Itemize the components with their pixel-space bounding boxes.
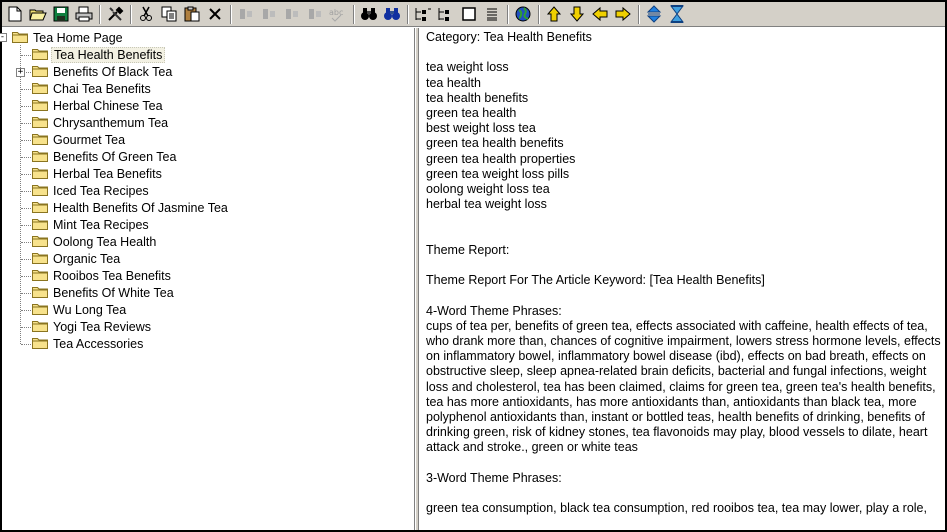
tree-connector (21, 293, 31, 294)
phrase-line: on inflammatory bowel, inflammatory bowel disease (ibd), effects on bad breath, effects on (426, 349, 926, 364)
category-heading: Category: Tea Health Benefits (426, 30, 592, 44)
tree-item-label: Wu Long Tea (53, 302, 127, 317)
tree-item-label: Iced Tea Recipes (53, 183, 149, 198)
phrase-line: attack and stroke., green or white teas (426, 440, 638, 455)
align-right-icon (284, 6, 300, 22)
checkbox-button[interactable] (458, 4, 480, 25)
tree-item[interactable] (32, 165, 164, 182)
keyword-line: green tea health benefits (426, 136, 564, 151)
tree-item-label: Rooibos Tea Benefits (53, 268, 171, 283)
expand-icon[interactable]: + (17, 67, 24, 77)
tree-item[interactable] (32, 284, 176, 301)
toolbar-separator (638, 5, 640, 24)
align-center-button[interactable] (258, 4, 280, 25)
keyword-line: tea health (426, 75, 481, 90)
app-window (2, 2, 945, 530)
new-icon (8, 6, 22, 22)
folder-icon (32, 132, 48, 148)
tree-item[interactable] (32, 131, 127, 148)
tree-connector (21, 123, 31, 124)
tree-item-label: Herbal Tea Benefits (53, 166, 162, 181)
fill-icon (307, 6, 323, 22)
tree-item[interactable] (32, 216, 151, 233)
folder-icon (32, 81, 48, 97)
arrow-left-icon (592, 6, 608, 22)
folder-icon (32, 336, 48, 352)
new-button[interactable] (4, 4, 26, 25)
copy-icon (161, 6, 177, 22)
list-icon (484, 6, 500, 22)
tree-item[interactable] (32, 182, 151, 199)
print-button[interactable] (73, 4, 95, 25)
toolbar-separator (538, 5, 540, 24)
keyword-line: oolong weight loss tea (426, 182, 550, 197)
folder-icon (32, 302, 48, 318)
delete-icon (208, 7, 222, 21)
sort-button[interactable] (643, 4, 665, 25)
find-button[interactable] (358, 4, 380, 25)
fill-button[interactable] (304, 4, 326, 25)
tree-item-label: Chrysanthemum Tea (53, 115, 169, 130)
copy-button[interactable] (158, 4, 180, 25)
phrase-line: who drank more than, chances of cognitive impairment, lowers stress hormone levels, effects (426, 333, 941, 348)
theme-report-heading: Theme Report: (426, 242, 510, 257)
theme-report-keyword: Theme Report For The Article Keyword: [Tea Health Benefits] (426, 273, 765, 288)
tree-expand-button[interactable] (412, 4, 434, 25)
folder-icon (32, 115, 48, 131)
find-replace-icon (383, 6, 401, 22)
svg-text:abc: abc (329, 8, 344, 17)
tree-connector (21, 191, 31, 192)
paste-icon (184, 6, 200, 22)
arrow-left-button[interactable] (589, 4, 611, 25)
tree-connector (21, 208, 31, 209)
tree-item-label: Benefits Of Black Tea (53, 64, 173, 79)
tree-connector (21, 344, 31, 345)
tree-item[interactable] (32, 199, 230, 216)
phrase-line: tea has more antioxidants, has more antioxidants than, antioxidants than black tea, more (426, 394, 917, 409)
tree-root[interactable] (12, 29, 125, 46)
tree-item[interactable] (32, 335, 145, 352)
tree-item[interactable] (32, 46, 165, 63)
spellcheck-icon (328, 6, 348, 22)
arrow-down-button[interactable] (566, 4, 588, 25)
folder-icon (12, 30, 28, 46)
arrow-down-icon (569, 6, 585, 22)
tree-item-label: Organic Tea (53, 251, 121, 266)
editor-content[interactable] (426, 30, 942, 516)
tree-connector (21, 55, 31, 56)
tree-connector (21, 310, 31, 311)
folder-icon (32, 200, 48, 216)
tree-collapse-icon (437, 6, 455, 22)
tree-connector (21, 157, 31, 158)
tree-item[interactable] (32, 114, 170, 131)
keyword-line: green tea health properties (426, 151, 576, 166)
phrase-line: drinking green, risk of kidney stones, tea flavonoids may play, blood vessels to dilate, heart (426, 425, 928, 440)
folder-icon (32, 285, 48, 301)
phrase-line: polyphenol antioxidants than, instant or bottled teas, health benefits of drinking, benefits of (426, 410, 925, 424)
tree-item[interactable] (32, 148, 178, 165)
folder-icon (32, 64, 48, 80)
tree-connector (21, 276, 31, 277)
tree-item-label: Benefits Of White Tea (53, 285, 174, 300)
tree-connector (21, 259, 31, 260)
globe-button[interactable] (512, 4, 534, 25)
cut-button[interactable] (135, 4, 157, 25)
checkbox-icon (461, 6, 477, 22)
tree-collapse-button[interactable] (435, 4, 457, 25)
cut-icon (139, 6, 153, 22)
tree-item[interactable] (32, 250, 122, 267)
keyword-line: green tea health (426, 106, 517, 120)
phrase-line: cups of tea per, benefits of green tea, effects associated with caffeine, health effects of tea, (426, 318, 928, 333)
tree-expand-icon (414, 6, 432, 22)
tree-item-label: Oolong Tea Health (53, 234, 157, 249)
spellcheck-button[interactable] (327, 4, 349, 25)
print-icon (75, 6, 93, 22)
folder-icon (32, 166, 48, 182)
open-button[interactable] (27, 4, 49, 25)
tree-connector (21, 140, 31, 141)
align-left-icon (238, 6, 254, 22)
phrase-line: loss and cholesterol, tea has been claimed, claims for green tea, green tea's health benefits, (426, 379, 936, 394)
tree-connector (21, 174, 31, 175)
tools-button[interactable] (104, 4, 126, 25)
arrow-right-icon (615, 6, 631, 22)
keyword-line: best weight loss tea (426, 121, 536, 136)
tree-item-label: Tea Home Page (33, 30, 123, 45)
delete-button[interactable] (204, 4, 226, 25)
save-icon (53, 6, 69, 22)
folder-icon (32, 98, 48, 114)
tree-item-label: Herbal Chinese Tea (53, 98, 163, 113)
tree-item[interactable] (32, 233, 158, 250)
align-center-icon (261, 6, 277, 22)
keyword-line: tea weight loss (426, 60, 509, 75)
folder-icon (32, 217, 48, 233)
sort-icon (646, 5, 662, 23)
tree-connector (21, 242, 31, 243)
toolbar (2, 2, 945, 27)
tree-item-label: Tea Accessories (53, 336, 144, 351)
paste-button[interactable] (181, 4, 203, 25)
keyword-list (426, 60, 942, 212)
arrow-up-button[interactable] (543, 4, 565, 25)
list-button[interactable] (481, 4, 503, 25)
tree-connector (21, 106, 31, 107)
folder-icon (32, 234, 48, 250)
tree-connector (21, 225, 31, 226)
tree-item-label: Chai Tea Benefits (53, 81, 151, 96)
globe-icon (514, 5, 532, 23)
tree-connector (21, 327, 31, 328)
four-word-heading: 4-Word Theme Phrases: (426, 303, 562, 318)
toolbar-separator (230, 5, 232, 24)
tree-item-label: Gourmet Tea (53, 132, 126, 147)
filter-button[interactable] (666, 4, 688, 25)
tree-item[interactable] (32, 318, 153, 335)
keyword-line: green tea weight loss pills (426, 166, 570, 181)
align-left-button[interactable] (235, 4, 257, 25)
three-word-heading: 3-Word Theme Phrases: (426, 470, 562, 485)
toolbar-separator (407, 5, 409, 24)
tree-item-label: Mint Tea Recipes (53, 217, 149, 232)
tree-item[interactable] (32, 97, 165, 114)
tree-item[interactable] (32, 267, 173, 284)
folder-icon (32, 47, 48, 63)
open-icon (29, 7, 47, 21)
folder-icon (32, 149, 48, 165)
folder-icon (32, 183, 48, 199)
tools-icon (106, 6, 124, 22)
folder-icon (32, 268, 48, 284)
tree-item-label: Health Benefits Of Jasmine Tea (53, 200, 228, 215)
toolbar-separator (99, 5, 101, 24)
editor-panel[interactable] (419, 28, 945, 530)
find-replace-button[interactable] (381, 4, 403, 25)
toolbar-separator (353, 5, 355, 24)
tree-item-label: Yogi Tea Reviews (53, 319, 151, 334)
collapse-icon[interactable]: - (0, 32, 6, 42)
toolbar-separator (130, 5, 132, 24)
four-word-phrases (426, 319, 942, 456)
tree-item[interactable] (32, 63, 174, 80)
keyword-line: tea health benefits (426, 90, 529, 105)
filter-icon (669, 5, 685, 23)
tree-connector (21, 89, 31, 90)
phrase-line: obstructive sleep, sleep apnea-related brain deficits, bacterial and fungal infections, weight (426, 364, 927, 379)
folder-icon (32, 319, 48, 335)
arrow-right-button[interactable] (612, 4, 634, 25)
arrow-up-icon (546, 6, 562, 22)
folder-icon (32, 251, 48, 267)
tree-item-label: Tea Health Benefits (51, 47, 165, 63)
align-right-button[interactable] (281, 4, 303, 25)
phrase-line: green tea consumption, black tea consumption, red rooibos tea, tea may lower, play a role, (426, 501, 927, 516)
category-tree-panel[interactable] (2, 28, 415, 530)
tree-item-label: Benefits Of Green Tea (53, 149, 177, 164)
save-button[interactable] (50, 4, 72, 25)
tree-item[interactable] (32, 80, 153, 97)
find-icon (360, 6, 378, 22)
tree-item[interactable] (32, 301, 128, 318)
three-word-phrases (426, 501, 942, 516)
keyword-line: herbal tea weight loss (426, 197, 547, 212)
toolbar-separator (507, 5, 509, 24)
